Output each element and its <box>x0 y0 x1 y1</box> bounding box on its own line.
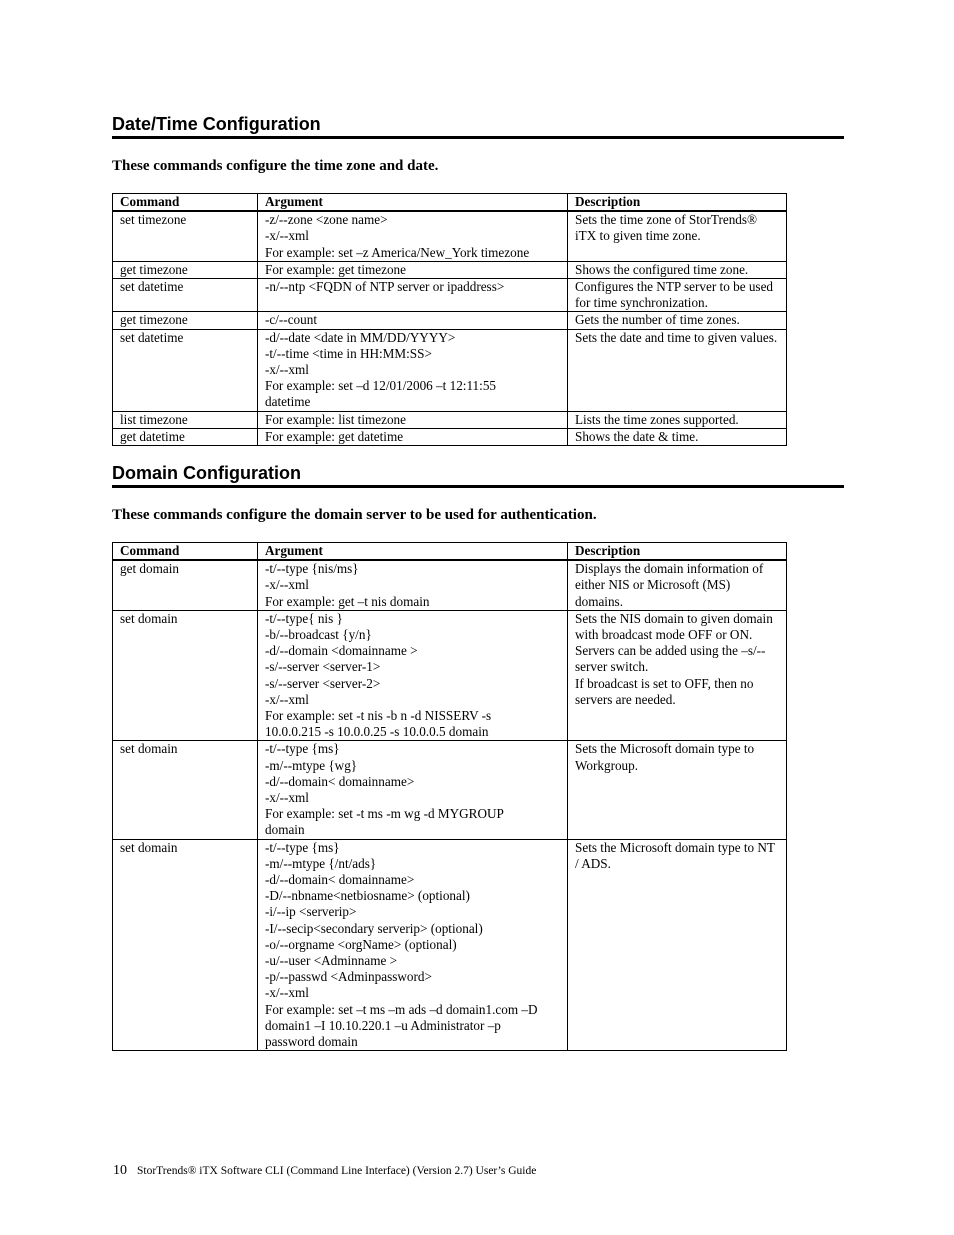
cell-description <box>568 610 787 741</box>
table-row <box>113 261 787 278</box>
cell-description <box>568 329 787 411</box>
argument-line: -s/--server <server-1> <box>265 659 381 675</box>
cell-argument <box>258 329 568 411</box>
table-body <box>113 211 787 445</box>
cell-argument <box>258 839 568 1051</box>
argument-line: -x/--xml <box>265 790 309 806</box>
cell-command <box>113 329 258 411</box>
description-text: Configures the NTP server to be used for time synchronization. <box>575 279 774 311</box>
argument-line: For example: set –d 12/01/2006 –t 12:11:55 <box>265 378 497 394</box>
argument-line: -p/--passwd <Adminpassword> <box>265 969 432 985</box>
description-text: Sets the Microsoft domain type to NT / ADS. <box>575 839 775 871</box>
argument-line: -o/--orgname <orgName> (optional) <box>265 936 457 952</box>
argument-line: For example: get datetime <box>265 428 404 444</box>
header-description: Description <box>568 194 787 212</box>
argument-line: -x/--xml <box>265 362 309 378</box>
description-text: Sets the Microsoft domain type to Workgroup. <box>575 741 755 773</box>
table-row <box>113 211 787 261</box>
header-command: Command <box>113 194 258 212</box>
description-text: Gets the number of time zones. <box>575 312 740 328</box>
table-row <box>113 560 787 610</box>
table-row <box>113 428 787 445</box>
command-table <box>112 193 787 446</box>
cell-argument <box>258 211 568 261</box>
argument-line: -x/--xml <box>265 228 309 244</box>
cell-description <box>568 560 787 610</box>
description-text: If broadcast is set to OFF, then no servers are needed. <box>575 675 754 707</box>
cell-command <box>113 211 258 261</box>
argument-line: -d/--date <date in MM/DD/YYYY> <box>265 329 456 345</box>
header-description: Description <box>568 543 787 561</box>
cell-command <box>113 428 258 445</box>
table-row <box>113 741 787 839</box>
description-text: Sets the date and time to given values. <box>575 329 778 345</box>
table-header-row <box>113 543 787 561</box>
description-text: Sets the time zone of StorTrends® iTX to given time zone. <box>575 212 758 244</box>
cell-argument <box>258 279 568 312</box>
command-text: set domain <box>120 610 178 626</box>
argument-line: -t/--type {nis/ms} <box>265 561 359 577</box>
argument-line: -i/--ip <serverip> <box>265 904 357 920</box>
argument-line: -b/--broadcast {y/n} <box>265 627 372 643</box>
cell-argument <box>258 741 568 839</box>
cell-command <box>113 312 258 329</box>
argument-line: -n/--ntp <FQDN of NTP server or ipaddress> <box>265 279 505 295</box>
cell-description <box>568 411 787 428</box>
cell-description <box>568 839 787 1051</box>
command-text: get timezone <box>120 261 188 277</box>
cell-command <box>113 839 258 1051</box>
argument-line: datetime <box>265 394 311 410</box>
section-datetime <box>112 113 844 444</box>
command-text: set domain <box>120 839 178 855</box>
page-footer <box>113 1163 536 1179</box>
argument-line: -c/--count <box>265 312 317 328</box>
section-heading: Domain Configuration <box>112 462 844 488</box>
command-text: list timezone <box>120 411 188 427</box>
command-text: get datetime <box>120 428 185 444</box>
description-text: Shows the date & time. <box>575 428 699 444</box>
argument-line: -t/--type {ms} <box>265 839 340 855</box>
cell-argument <box>258 560 568 610</box>
cell-description <box>568 211 787 261</box>
argument-line: -t/--type {ms} <box>265 741 340 757</box>
table-row <box>113 411 787 428</box>
command-text: set domain <box>120 741 178 757</box>
argument-line: For example: set -t ms -m wg -d MYGROUP <box>265 806 504 822</box>
cell-argument <box>258 411 568 428</box>
argument-line: -m/--mtype {/nt/ads} <box>265 855 377 871</box>
argument-line: domain <box>265 822 305 838</box>
argument-line: For example: list timezone <box>265 411 406 427</box>
header-argument: Argument <box>258 543 568 561</box>
argument-line: domain1 –I 10.10.220.1 –u Administrator –p <box>265 1017 501 1033</box>
command-text: set datetime <box>120 279 184 295</box>
table-row <box>113 839 787 1051</box>
cell-command <box>113 560 258 610</box>
command-text: set timezone <box>120 212 187 228</box>
table-row <box>113 279 787 312</box>
section-intro: These commands configure the time zone and date. <box>112 158 439 174</box>
argument-line: -d/--domain <domainname > <box>265 643 418 659</box>
argument-line: -d/--domain< domainname> <box>265 872 415 888</box>
cell-command <box>113 411 258 428</box>
page-number: 10 <box>113 1163 127 1178</box>
argument-line: For example: set –z America/New_York timezone <box>265 244 530 260</box>
section-intro: These commands configure the domain server to be used for authentication. <box>112 507 597 523</box>
argument-line: -t/--type{ nis } <box>265 610 343 626</box>
cell-description <box>568 428 787 445</box>
cell-description <box>568 261 787 278</box>
argument-line: -s/--server <server-2> <box>265 675 381 691</box>
cell-description <box>568 279 787 312</box>
cell-description <box>568 741 787 839</box>
section-heading: Date/Time Configuration <box>112 113 844 139</box>
command-table <box>112 542 787 1051</box>
command-text: get timezone <box>120 312 188 328</box>
footer-text: StorTrends® iTX Software CLI (Command Line Interface) (Version 2.7) User’s Guide <box>137 1165 537 1177</box>
header-command: Command <box>113 543 258 561</box>
cell-argument <box>258 261 568 278</box>
argument-line: 10.0.0.215 -s 10.0.0.25 -s 10.0.0.5 domain <box>265 724 489 740</box>
argument-line: -x/--xml <box>265 985 309 1001</box>
table-row <box>113 329 787 411</box>
argument-line: -u/--user <Adminname > <box>265 953 398 969</box>
argument-line: -D/--nbname<netbiosname> (optional) <box>265 888 470 904</box>
argument-line: -x/--xml <box>265 691 309 707</box>
argument-line: For example: set -t nis -b n -d NISSERV -s <box>265 708 492 724</box>
argument-line: -z/--zone <zone name> <box>265 212 388 228</box>
section-domain <box>112 462 844 1050</box>
argument-line: -d/--domain< domainname> <box>265 773 415 789</box>
cell-argument <box>258 428 568 445</box>
table-header-row <box>113 194 787 212</box>
cell-argument <box>258 610 568 741</box>
command-text: get domain <box>120 561 179 577</box>
command-text: set datetime <box>120 329 184 345</box>
cell-command <box>113 610 258 741</box>
argument-line: -I/--secip<secondary serverip> (optional) <box>265 920 483 936</box>
description-text: Sets the NIS domain to given domain with broadcast mode OFF or ON. Servers can be added using the –s/--server switch. <box>575 610 773 675</box>
cell-command <box>113 279 258 312</box>
argument-line: -m/--mtype {wg} <box>265 757 358 773</box>
table-row <box>113 312 787 329</box>
description-text: Displays the domain information of either NIS or Microsoft (MS) domains. <box>575 561 764 609</box>
description-text: Shows the configured time zone. <box>575 261 749 277</box>
argument-line: For example: get –t nis domain <box>265 593 430 609</box>
cell-command <box>113 741 258 839</box>
argument-line: For example: set –t ms –m ads –d domain1.com –D <box>265 1001 538 1017</box>
cell-command <box>113 261 258 278</box>
argument-line: -t/--time <time in HH:MM:SS> <box>265 345 432 361</box>
header-argument: Argument <box>258 194 568 212</box>
description-text: Lists the time zones supported. <box>575 411 739 427</box>
cell-argument <box>258 312 568 329</box>
table-body <box>113 560 787 1051</box>
argument-line: -x/--xml <box>265 577 309 593</box>
argument-line: For example: get timezone <box>265 261 406 277</box>
table-row <box>113 610 787 741</box>
argument-line: password domain <box>265 1034 358 1050</box>
cell-description <box>568 312 787 329</box>
